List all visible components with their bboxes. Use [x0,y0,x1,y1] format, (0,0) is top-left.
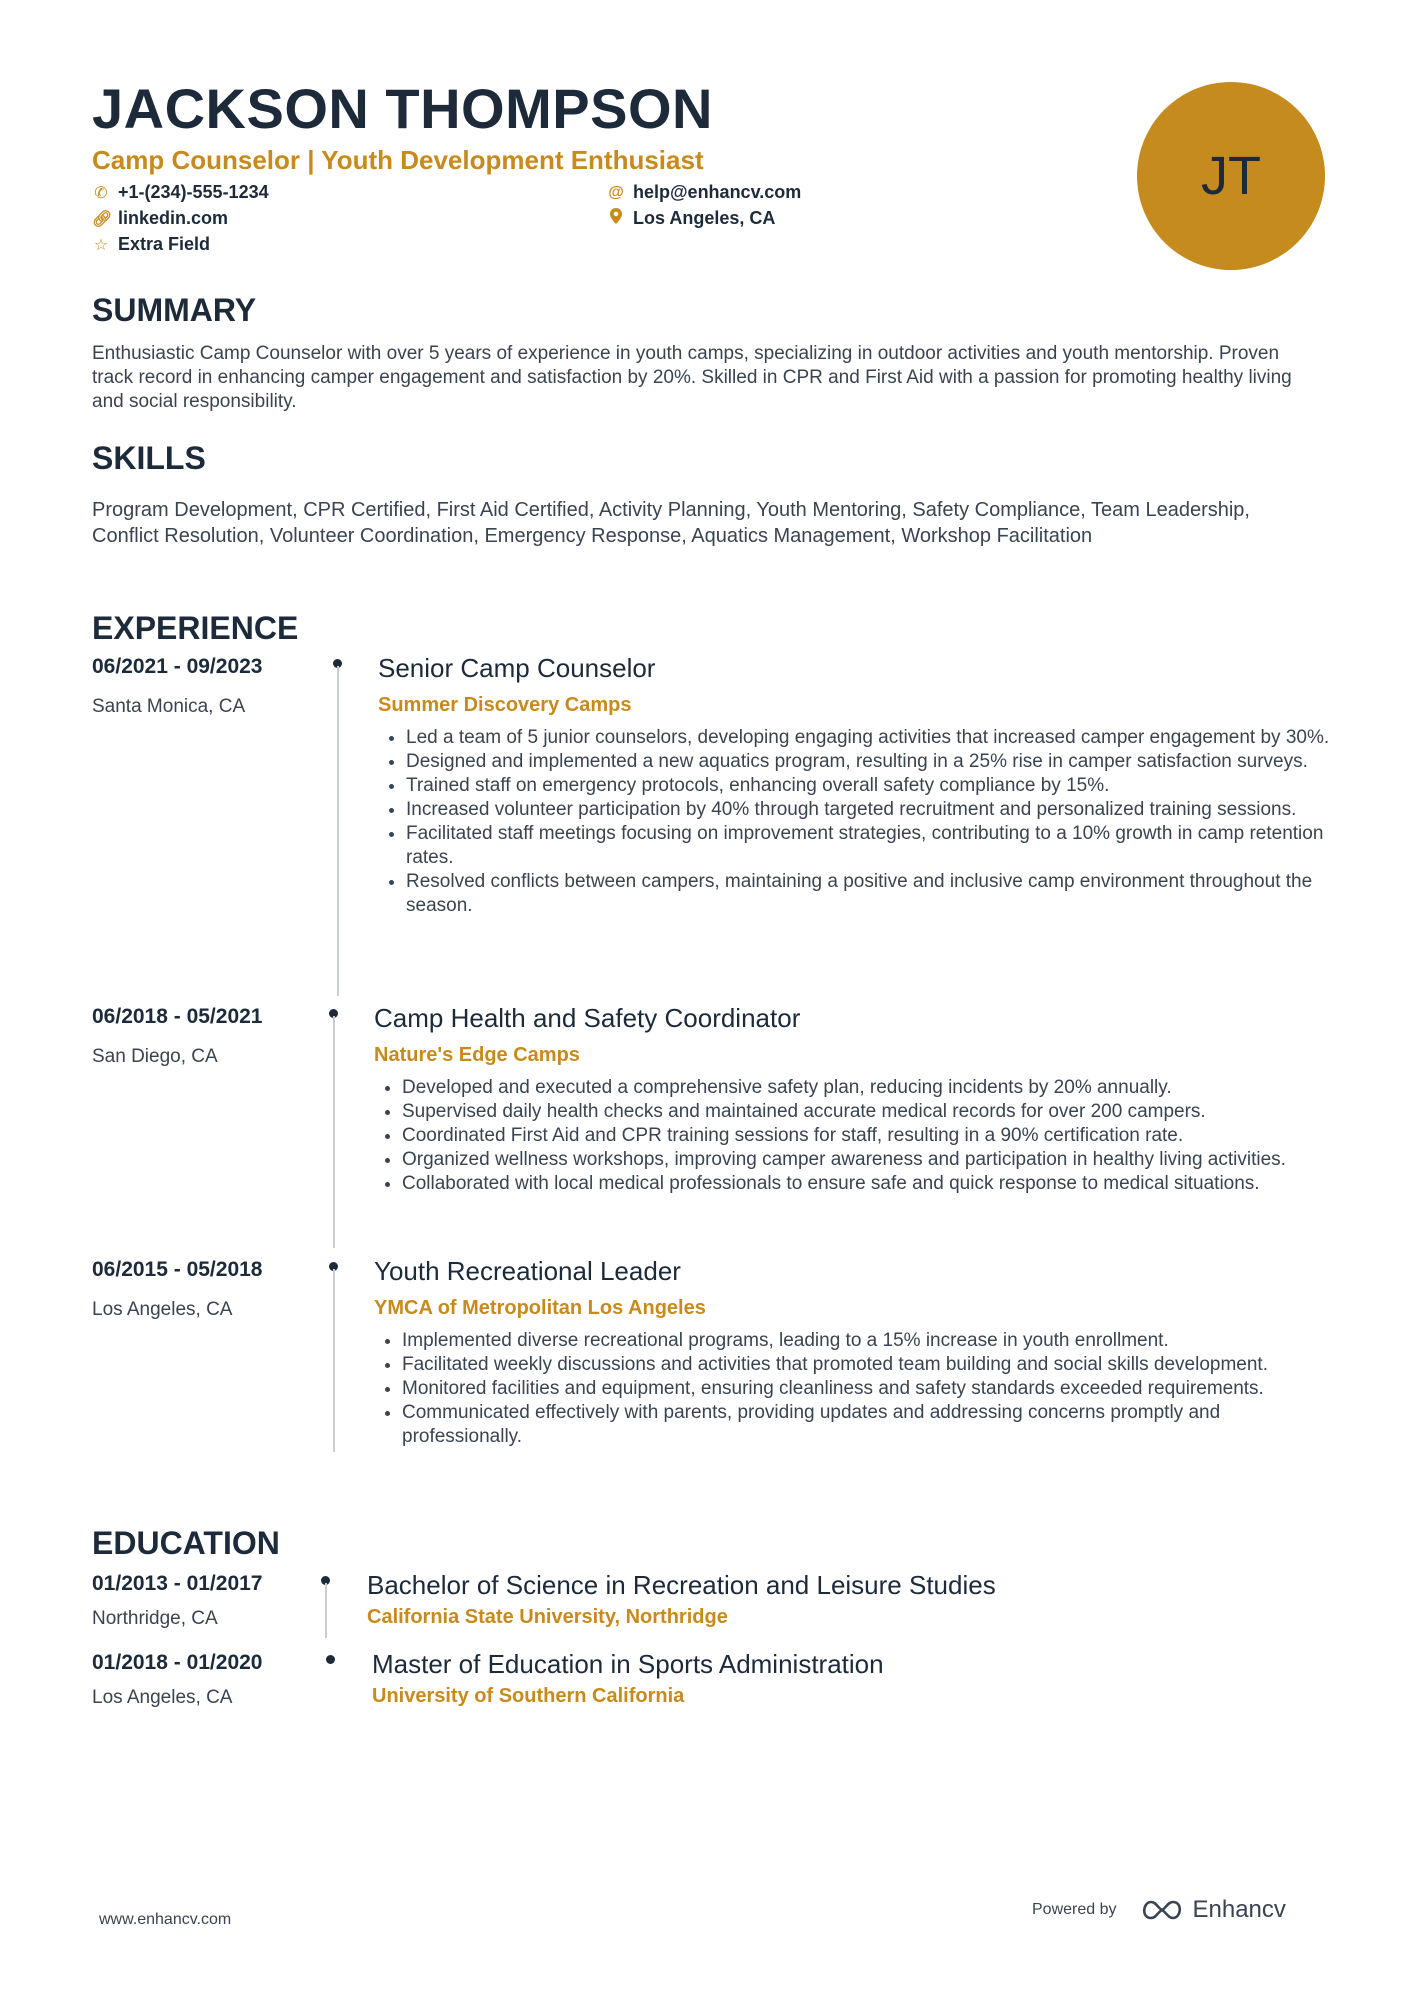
job-role: Senior Camp Counselor [378,653,656,683]
job-location: Los Angeles, CA [92,1299,233,1320]
list-item: • Trained staff on emergency protocols, enhancing overall safety compliance by 15%. [406,774,1346,798]
job-bullets [378,1076,1342,1196]
list-item: • Facilitated weekly discussions and activities that promoted team building and social skills development. [402,1353,1342,1377]
timeline-line [337,666,339,996]
job-bullets [382,726,1346,918]
list-item: • Collaborated with local medical professionals to ensure safe and quick response to medical situations. [402,1172,1342,1196]
location-text: Los Angeles, CA [633,208,776,228]
education-title: EDUCATION [92,1525,280,1561]
education-dates: 01/2013 - 01/2017 [92,1572,263,1595]
brand-logo[interactable] [1139,1896,1286,1924]
list-item: • Implemented diverse recreational programs, leading to a 15% increase in youth enrollment. [402,1329,1342,1353]
contact-linkedin[interactable] [92,208,228,229]
skills-text: Program Development, CPR Certified, First Aid Certified, Activity Planning, Youth Mentoring, Safety Compliance, Team Leadership, Conflict Resolution, Volunteer Coordination, Emergency Response, Aquatics Management, Workshop Facilitation [92,499,1250,547]
phone-icon: ✆ [94,184,108,202]
avatar-initials: JT [1201,146,1261,206]
contact-location [607,208,775,229]
job-dates: 06/2021 - 09/2023 [92,655,263,678]
timeline-line [333,1016,335,1248]
list-item: • Facilitated staff meetings focusing on improvement strategies, contributing to a 10% growth in camp retention rates. [406,822,1346,870]
list-item: • Monitored facilities and equipment, ensuring cleanliness and safety standards exceeded requirements. [402,1377,1342,1401]
list-item: • Developed and executed a comprehensive safety plan, reducing incidents by 20% annually. [402,1076,1342,1100]
summary-text: Enthusiastic Camp Counselor with over 5 years of experience in youth camps, specializing in outdoor activities and youth mentorship. Proven track record in enhancing camper engagement and satisfaction by 20%. Skilled in CPR and First Aid with a passion for promoting healthy living and social responsibility. [92,343,1292,412]
job-location: San Diego, CA [92,1046,218,1067]
avatar [1137,82,1325,270]
contact-extra [92,234,210,255]
phone-text: +1-(234)-555-1234 [118,182,269,202]
enhancv-logo-icon [1139,1898,1185,1922]
location-pin-icon [607,208,625,229]
job-bullets [378,1329,1342,1449]
education-school: University of Southern California [372,1685,685,1707]
education-location: Northridge, CA [92,1608,218,1629]
job-role: Youth Recreational Leader [374,1256,681,1286]
at-icon: @ [608,183,624,201]
skills-title: SKILLS [92,440,206,476]
footer-branding [1032,1896,1286,1924]
powered-by-text: Powered by [1032,1901,1117,1918]
job-dates: 06/2015 - 05/2018 [92,1258,263,1281]
brand-name: Enhancv [1192,1896,1286,1923]
email-text: help@enhancv.com [633,182,802,202]
link-icon: 🔗︎ [92,210,113,228]
contact-email[interactable] [607,182,801,203]
list-item: • Led a team of 5 junior counselors, developing engaging activities that increased camper engagement by 30%. [406,726,1346,750]
job-dates: 06/2018 - 05/2021 [92,1005,263,1028]
list-item: • Increased volunteer participation by 40% through targeted recruitment and personalized training sessions. [406,798,1346,822]
summary-title: SUMMARY [92,292,257,328]
timeline-dot [326,1655,335,1664]
education-degree: Bachelor of Science in Recreation and Leisure Studies [367,1570,996,1600]
timeline-line [325,1583,327,1638]
linkedin-text: linkedin.com [118,208,229,228]
job-role: Camp Health and Safety Coordinator [374,1003,801,1033]
list-item: • Designed and implemented a new aquatics program, resulting in a 25% rise in camper satisfaction surveys. [406,750,1346,774]
list-item: • Supervised daily health checks and maintained accurate medical records for over 200 campers. [402,1100,1342,1124]
list-item: • Resolved conflicts between campers, maintaining a positive and inclusive camp environment throughout the season. [406,870,1346,918]
experience-title: EXPERIENCE [92,610,299,646]
job-company: Nature's Edge Camps [374,1044,580,1066]
education-location: Los Angeles, CA [92,1687,233,1708]
extra-text: Extra Field [118,234,211,254]
candidate-tagline: Camp Counselor | Youth Development Enthusiast [92,145,704,175]
job-company: Summer Discovery Camps [378,694,632,716]
job-location: Santa Monica, CA [92,696,246,717]
list-item: • Organized wellness workshops, improving camper awareness and participation in healthy living activities. [402,1148,1342,1172]
education-dates: 01/2018 - 01/2020 [92,1651,263,1674]
list-item: • Communicated effectively with parents, providing updates and addressing concerns promptly and professionally. [402,1401,1342,1449]
job-company: YMCA of Metropolitan Los Angeles [374,1297,706,1319]
education-school: California State University, Northridge [367,1606,728,1628]
education-degree: Master of Education in Sports Administration [372,1649,884,1679]
list-item: • Coordinated First Aid and CPR training sessions for staff, resulting in a 90% certification rate. [402,1124,1342,1148]
footer-website[interactable]: www.enhancv.com [99,1911,232,1928]
candidate-name: JACKSON THOMPSON [92,77,713,140]
contact-phone[interactable] [92,182,269,203]
timeline-line [333,1269,335,1452]
star-icon: ☆ [93,236,109,254]
